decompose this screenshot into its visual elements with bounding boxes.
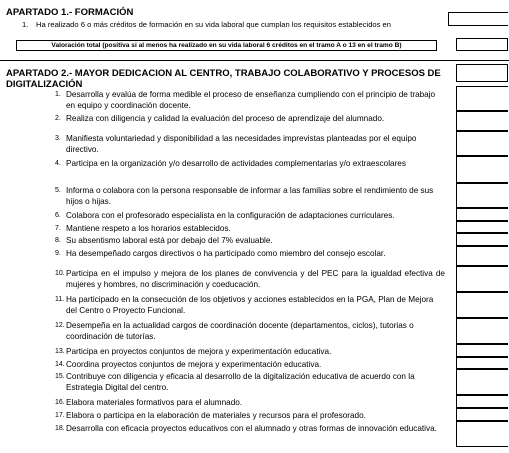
list-item <box>55 320 445 343</box>
item-text: Realiza con diligencia y calidad la evaluación del proceso de aprendizaje del alumnado. <box>66 114 385 123</box>
item-number: 9. <box>55 250 61 257</box>
list-item <box>55 397 445 408</box>
section1-checkbox[interactable] <box>448 12 508 26</box>
answer-box[interactable] <box>456 131 508 156</box>
answer-box[interactable] <box>456 266 508 292</box>
item-text: Informa o colabora con la persona responsable de informar a las familias sobre el rendimiento de sus hijos o hijas. <box>66 186 434 207</box>
item-number: 1. <box>55 91 61 98</box>
answer-box[interactable] <box>456 111 508 131</box>
item-text: Manifiesta voluntariedad y disponibilidad a las necesidades imprevistas planteadas por el equipo directivo. <box>66 134 417 155</box>
item-number: 4. <box>55 160 61 167</box>
list-item <box>55 223 445 234</box>
answer-box[interactable] <box>456 183 508 208</box>
item-text: Participa en la organización y/o desarrollo de actividades complementarias y/o extraescolares <box>66 159 406 168</box>
list-item <box>55 133 445 156</box>
list-item <box>55 346 445 357</box>
answer-box[interactable] <box>456 344 508 357</box>
answer-box[interactable] <box>456 156 508 183</box>
item-number: 11. <box>55 296 65 303</box>
valuation-checkbox[interactable] <box>456 38 508 51</box>
section1-item-text: Ha realizado 6 o más créditos de formación en su vida laboral que cumplan los requisitos establecidos en <box>36 20 391 29</box>
answer-box[interactable] <box>456 421 508 447</box>
list-item <box>55 235 445 246</box>
list-item <box>55 423 445 434</box>
item-number: 13. <box>55 348 65 355</box>
answer-box[interactable] <box>456 369 508 395</box>
answer-box[interactable] <box>456 233 508 246</box>
item-number: 14. <box>55 361 65 368</box>
answer-box[interactable] <box>456 221 508 233</box>
item-text: Desempeña en la actualidad cargos de coordinación docente (departamentos, ciclos), tutorias o coordinación de tutorías. <box>66 321 414 342</box>
section-divider <box>0 60 509 61</box>
item-number: 2. <box>55 115 61 122</box>
section2-title: APARTADO 2.- MAYOR DEDICACION AL CENTRO, TRABAJO COLABORATIVO Y PROCESOS DE DIGITALIZACIÓN <box>6 68 441 90</box>
item-number: 8. <box>55 237 61 244</box>
item-text: Su absentismo laboral está por debajo del 7% evaluable. <box>66 236 273 245</box>
answer-box[interactable] <box>456 208 508 221</box>
answer-box[interactable] <box>456 357 508 369</box>
item-text: Ha participado en la consecución de los objetivos y acciones establecidos en la PGA, Plan de Mejora del Centro o Proyecto Funcional. <box>66 295 434 316</box>
list-item <box>55 248 445 259</box>
list-item <box>55 210 445 221</box>
item-text: Elabora materiales formativos para el alumnado. <box>66 398 243 407</box>
item-number: 5. <box>55 187 61 194</box>
section1-item <box>22 20 391 29</box>
answer-box[interactable] <box>456 395 508 408</box>
item-number: 12. <box>55 322 65 329</box>
item-number: 7. <box>55 225 61 232</box>
item-text: Participa en proyectos conjuntos de mejora y experimentación educativa. <box>66 347 332 356</box>
item-text: Desarrolla con eficacia proyectos educativos con el alumnado y otras formas de innovación educativa. <box>66 424 437 433</box>
list-item <box>55 371 445 394</box>
item-number: 18. <box>55 425 65 432</box>
answer-box[interactable] <box>456 408 508 421</box>
list-item <box>55 158 445 169</box>
item-number: 15. <box>55 373 65 380</box>
item-text: Elabora o participa en la elaboración de materiales y recursos para el profesorado. <box>66 411 366 420</box>
section1-item-number: 1. <box>22 20 29 29</box>
list-item <box>55 410 445 421</box>
item-number: 10. <box>55 270 65 277</box>
section2-checkbox[interactable] <box>456 64 508 82</box>
valuation-total: Valoración total (positiva si al menos ha realizado en su vida laboral 6 créditos en el tramo A o 13 en el tramo B) <box>16 40 437 51</box>
item-text: Mantiene respeto a los horarios establecidos. <box>66 224 231 233</box>
item-text: Desarrolla y evalúa de forma medible el proceso de enseñanza cumpliendo con el principio de trabajo en equipo y coordinación docente. <box>66 90 436 111</box>
list-item <box>55 113 445 124</box>
item-number: 16. <box>55 399 65 406</box>
item-number: 3. <box>55 135 61 142</box>
item-text: Ha desempeñado cargos directivos o ha participado como miembro del consejo escolar. <box>66 249 386 258</box>
list-item <box>55 89 445 112</box>
item-number: 17. <box>55 412 65 419</box>
answer-box[interactable] <box>456 246 508 266</box>
answer-box[interactable] <box>456 292 508 318</box>
list-item <box>55 359 445 370</box>
item-text: Coordina proyectos conjuntos de mejora y experimentación educativa. <box>66 360 322 369</box>
section1-title: APARTADO 1.- FORMACIÓN <box>6 7 134 18</box>
item-text: Contribuye con diligencia y eficacia al desarrollo de la digitalización educativa de acuerdo con la Estrategia Digital del centro. <box>66 372 415 393</box>
list-item <box>55 268 445 291</box>
item-text: Participa en el impulso y mejora de los planes de convivencia y del PEC para la igualdad efectiva de mujeres y hombres, no discriminación y coeducación. <box>66 269 445 290</box>
item-number: 6. <box>55 212 61 219</box>
list-item <box>55 294 445 317</box>
answer-box[interactable] <box>456 86 508 111</box>
answer-box[interactable] <box>456 318 508 344</box>
item-text: Colabora con el profesorado especialista en la configuración de adaptaciones curriculares. <box>66 211 395 220</box>
list-item <box>55 185 445 208</box>
